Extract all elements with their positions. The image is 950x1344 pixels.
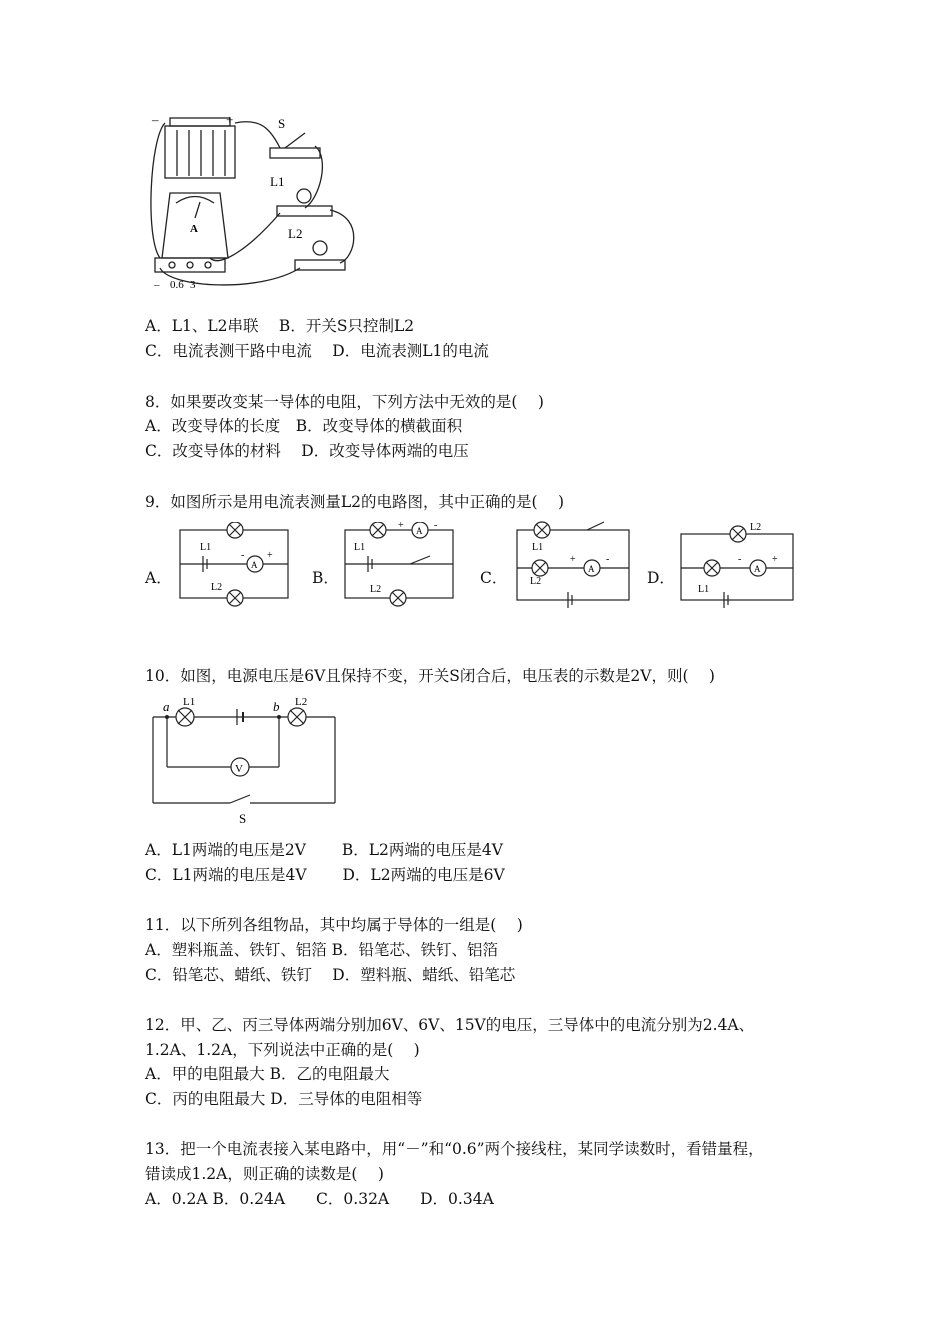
q10-switch-label: S	[239, 811, 247, 826]
q9c-plus: +	[570, 554, 576, 565]
q9b-plus: +	[398, 522, 404, 531]
q7-minus-label: –	[152, 112, 159, 127]
q9a-l2: L2	[211, 582, 223, 593]
q13-stem-1: 13．把一个电流表接入某电路中，用“－”和“0.6”两个接线柱，某同学读数时，看错量程，	[145, 1140, 764, 1158]
q9b-minus: -	[434, 522, 438, 531]
q7-meter-label: A	[190, 223, 198, 235]
q9d-l2: L2	[750, 522, 762, 533]
q8-stem: 8．如果要改变某一导体的电阻，下列方法中无效的是( )	[145, 393, 544, 411]
q9c-minus: -	[606, 554, 610, 565]
q10-node-b: b	[273, 699, 280, 714]
q7-scale-3: 3	[190, 279, 196, 291]
q9-option-b-label: B．	[312, 569, 339, 587]
q9b-l2: L2	[370, 584, 382, 595]
q9c-meter: A	[588, 564, 595, 574]
q12-options-ab: A．甲的电阻最大 B．乙的电阻最大	[145, 1065, 390, 1083]
q7-circuit-figure	[140, 108, 370, 293]
q12-stem-2: 1.2A、1.2A，下列说法中正确的是( )	[145, 1041, 420, 1059]
q9b-l1: L1	[354, 542, 366, 553]
q9-option-a-label: A．	[145, 569, 172, 587]
q9d-meter: A	[754, 564, 761, 574]
q13-options: A．0.2A B．0.24A C．0.32A D．0.34A	[145, 1190, 494, 1208]
q7-options-ab: A．L1、L2串联 B．开关S只控制L2	[145, 317, 415, 335]
q9-circuit-c	[512, 518, 637, 608]
q9d-plus: +	[772, 554, 778, 565]
q12-stem-1: 12．甲、乙、丙三导体两端分别加6V、6V、15V的电压，三导体中的电流分别为2.4A、	[145, 1016, 755, 1034]
q10-meter-label: V	[235, 763, 243, 775]
q11-options-ab: A．塑料瓶盖、铁钉、铝箔 B．铅笔芯、铁钉、铝箔	[145, 941, 499, 959]
q13-stem-2: 错读成1.2A，则正确的读数是( )	[145, 1165, 384, 1183]
q10-l1-label: L1	[183, 696, 196, 708]
q7-l2-label: L2	[288, 226, 303, 241]
q9-option-d-label: D．	[647, 569, 675, 587]
q9a-plus: +	[267, 550, 273, 561]
q10-options-cd: C．L1两端的电压是4V D．L2两端的电压是6V	[145, 866, 505, 884]
q9-circuit-d	[676, 518, 798, 608]
q9-circuit-b	[340, 522, 460, 607]
q12-options-cd: C．丙的电阻最大 D．三导体的电阻相等	[145, 1090, 423, 1108]
q10-stem: 10．如图，电源电压是6V且保持不变，开关S闭合后，电压表的示数是2V，则( )	[145, 667, 715, 685]
q9-option-c-label: C．	[480, 569, 508, 587]
q9d-minus: -	[738, 554, 742, 565]
q7-l1-label: L1	[270, 174, 285, 189]
q7-plus-label: +	[226, 112, 234, 127]
q11-options-cd: C．铅笔芯、蜡纸、铁钉 D．塑料瓶、蜡纸、铅笔芯	[145, 966, 516, 984]
q7-switch-label: S	[278, 116, 286, 131]
q8-options-ab: A．改变导体的长度 B．改变导体的横截面积	[145, 417, 463, 435]
q9d-l1: L1	[698, 584, 710, 595]
q7-options-cd: C．电流表测干路中电流 D．电流表测L1的电流	[145, 342, 489, 360]
q9c-l1: L1	[532, 542, 544, 553]
q9a-l1: L1	[200, 542, 212, 553]
q9a-minus: -	[241, 550, 245, 561]
q10-node-a: a	[163, 699, 170, 714]
q7-scale-06: 0.6	[170, 279, 184, 291]
q10-l2-label: L2	[295, 696, 308, 708]
q8-options-cd: C．改变导体的材料 D．改变导体两端的电压	[145, 442, 469, 460]
q9b-meter: A	[416, 526, 423, 536]
q7-scale-minus: –	[154, 279, 160, 291]
q9-circuit-a	[175, 522, 295, 607]
q10-circuit-figure	[145, 695, 345, 830]
q9c-l2: L2	[530, 576, 542, 587]
q10-options-ab: A．L1两端的电压是2V B．L2两端的电压是4V	[145, 841, 503, 859]
q9a-meter: A	[251, 560, 258, 570]
q11-stem: 11．以下所列各组物品，其中均属于导体的一组是( )	[145, 916, 523, 934]
q9-stem: 9．如图所示是用电流表测量L2的电路图，其中正确的是( )	[145, 493, 565, 511]
